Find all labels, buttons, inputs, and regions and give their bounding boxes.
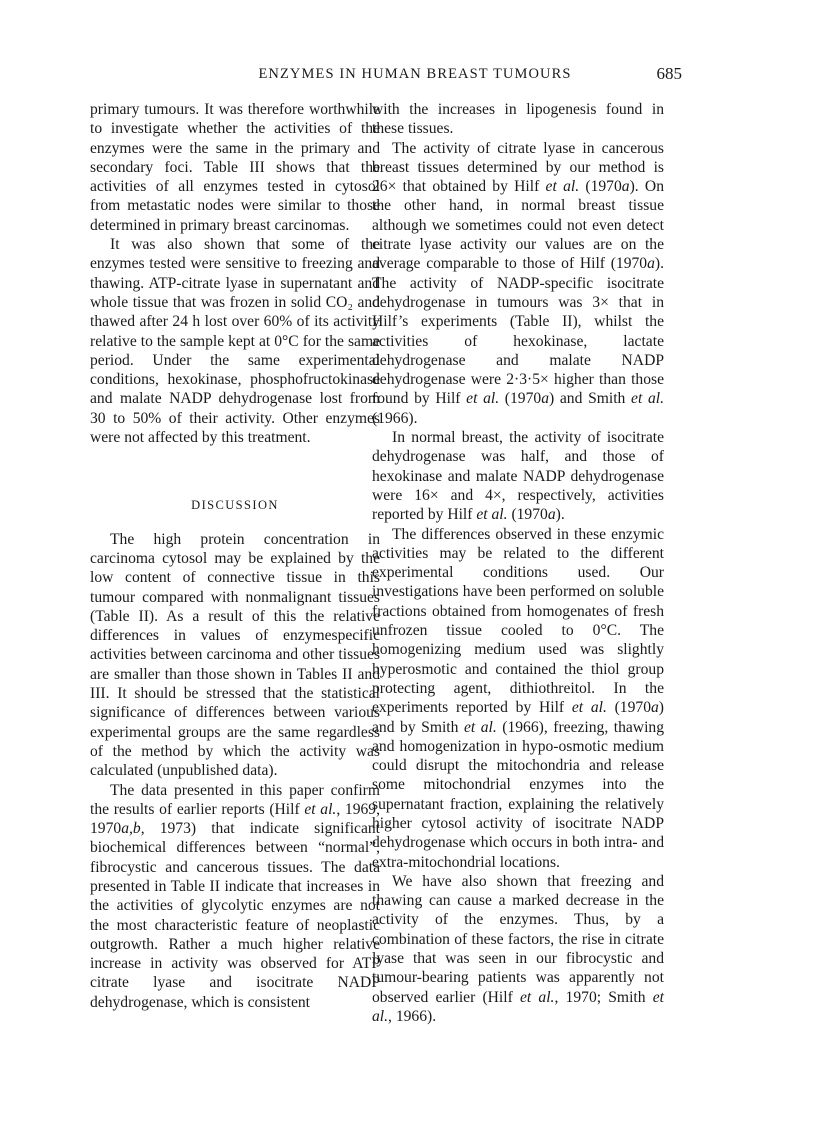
paragraph-citrate-lyase: The activity of citrate lyase in cancerous breast tissues determined by our method is 26× that obtained by Hilf et al. (1970a). On the other hand, in normal breast tissue although we sometimes could not even detect citrate lyase activity our values are on the average comparable to those of Hilf (1970a). The activity of NADP-specific isocitrate dehydrogenase in tumours was 3× that in Hilf’s experiments (Table II), whilst the activities of hexokinase, lactate dehydrogenase and malate NADP dehydrogenase were 2·3·5× higher than those found by Hilf et al. (1970a) and Smith et al. (1966). — [372, 139, 664, 427]
right-column — [372, 100, 664, 1026]
paragraph-protein: The high protein concentration in carcinoma cytosol may be explained by the low content of connective tissue in this tumour compared with nonmalignant tissues (Table II). As a result of this the relative differences in values of enzymespecific activities between carcinoma and other tissues are smaller than those shown in Tables II and III. It should be stressed that the statistical significance of differences between various experimental groups are the same regardless of the method by which the activity was calculated (unpublished data). — [90, 530, 380, 780]
paragraph-freezing-thawing: We have also shown that freezing and thawing can cause a marked decrease in the activity of the enzymes. Thus, by a combination of these factors, the rise in citrate lyase that was seen in our fibrocystic and tumour-bearing patients was apparently not observed earlier (Hilf et al., 1970; Smith et al., 1966). — [372, 872, 664, 1025]
left-column — [90, 100, 380, 1012]
paragraph-data-confirm: The data presented in this paper confirm the results of earlier reports (Hilf et al., 1969, 1970a,b, 1973) that indicate significant biochemical differences between “normal”, fibrocystic and cancerous tissues. The data presented in Table II indicate that increases in the activities of glycolytic enzymes are not the most characteristic feature of neoplastic outgrowth. Rather a much higher relative increase in activity was observed for ATP citrate lyase and isocitrate NADP dehydrogenase, which is consistent — [90, 781, 381, 1011]
paragraph-differences: The differences observed in these enzymic activities may be related to the different experimental conditions used. Our investigations have been performed on soluble fractions obtained from homogenates of fresh unfrozen tissue cooled to 0°C. The homogenizing medium used was slightly hyperosmotic and contained the thiol group protecting agent, dithiothreitol. In the experiments reported by Hilf et al. (1970a) and by Smith et al. (1966), freezing, thawing and homogenization in hypo-osmotic medium could disrupt the mitochondria and release some mitochondrial enzymes into the supernatant fraction, explaining the relatively higher cytosol activity of isocitrate NADP dehydrogenase which occurs in both intra- and extra-mitochondrial locations. — [372, 525, 664, 871]
running-header — [0, 64, 816, 88]
section-heading-discussion: DISCUSSION — [191, 498, 279, 513]
paragraph-lipogenesis: with the increases in lipogenesis found in these tissues. — [372, 101, 664, 138]
paragraph-normal-breast: In normal breast, the activity of isocitrate dehydrogenase was half, and those of hexokinase and malate NADP dehydrogenase were 16× and 4×, respectively, activities reported by Hilf et al. (1970a). — [372, 429, 664, 524]
running-title: ENZYMES IN HUMAN BREAST TUMOURS — [258, 66, 572, 82]
page-number: 685 — [656, 64, 682, 83]
paragraph-continued: primary tumours. It was therefore worthwhile to investigate whether the activities of the enzymes were the same in the primary and secondary foci. Table III shows that the activities of all enzymes tested in cytosol from metastatic nodes were similar to those determined in primary breast carcinomas. — [90, 101, 380, 234]
paragraph-freezing: It was also shown that some of the enzymes tested were sensitive to freezing and thawing. ATP-citrate lyase in supernatant and whole tissue that was frozen in solid CO₂ and thawed after 24 h lost over 60% of its activity relative to the sample kept at 0°C for the same period. Under the same experimental conditions, hexokinase, phosphofructokinase and malate NADP dehydrogenase lost from 30 to 50% of their activity. Other enzymes were not affected by this treatment. — [90, 236, 380, 447]
